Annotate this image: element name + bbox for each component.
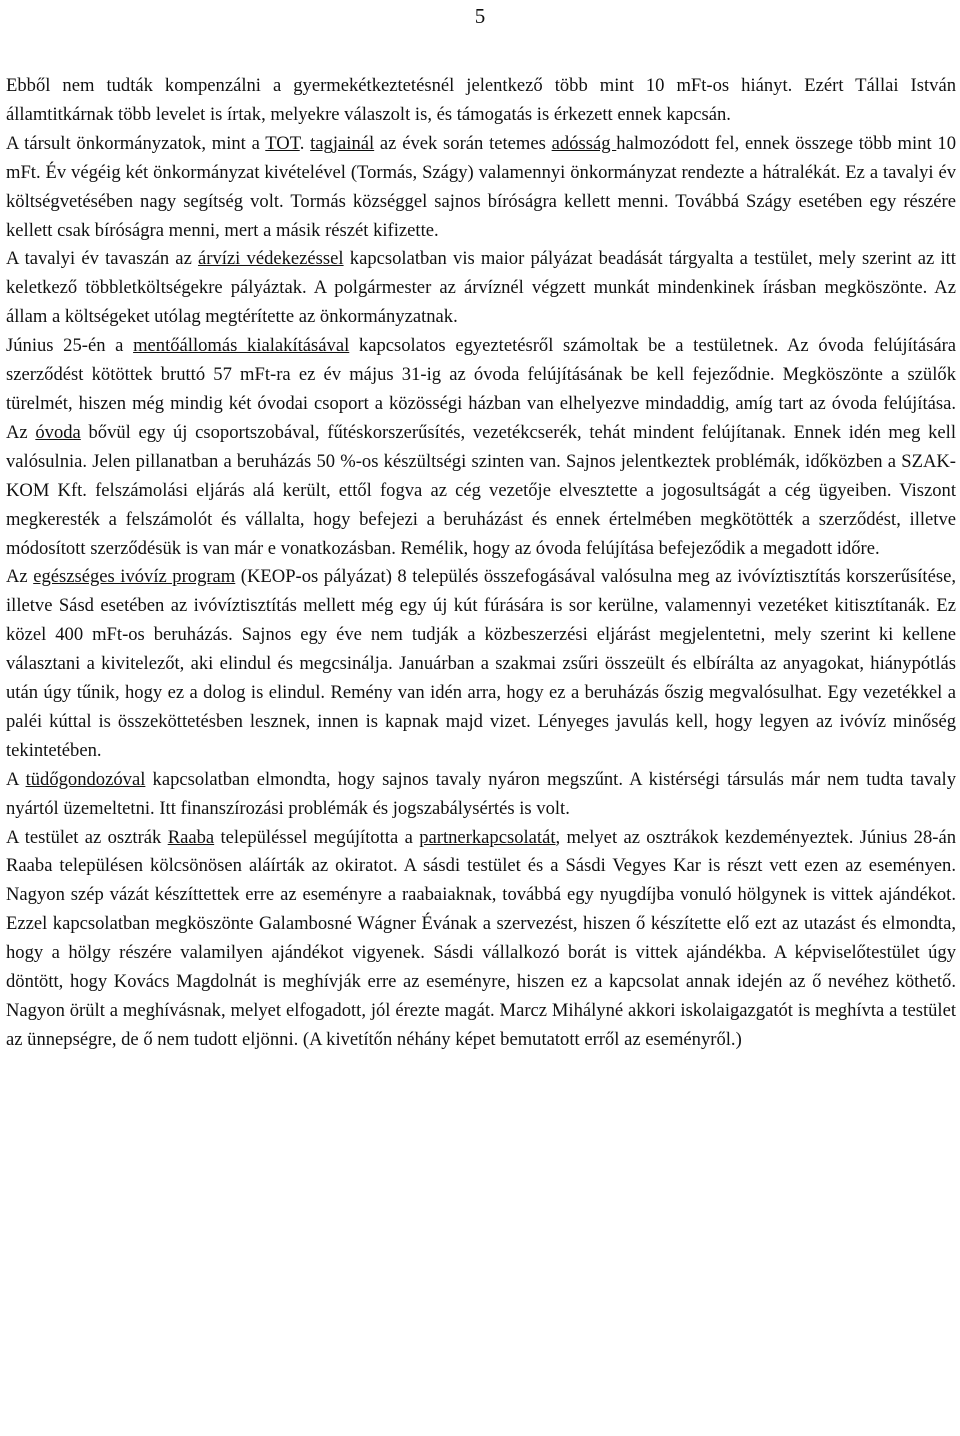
paragraph <box>6 766 956 824</box>
text-run: kapcsolatban vis maior pályázat beadását tárgyalta a testület, mely szerint az itt keletkező többletköltségekre pályáztak. A polgármester az árvíznél végzett munkát mindenkinek írásban megköszönte. Az állam a költségeket utólag megtérítette az önkormányzatnak. <box>6 248 956 328</box>
underlined-term: tüdőgondozóval <box>25 768 146 790</box>
text-run: kapcsolatos egyeztetésről számoltak be a testületnek. Az óvoda felújítására szerződést kötöttek bruttó 57 mFt-ra ez év május 31-ig az óvoda felújításának be kell fejeződnie. Megköszönte a szülők türelmét, hiszen még mindig két óvodai csoport a közösségi házban van elhelyezve mindaddig, amíg tart az óvoda felújítása. Az <box>6 335 957 443</box>
underlined-term: tagjainál <box>310 132 375 154</box>
underlined-term: adósság <box>551 132 617 154</box>
text-run: az évek során tetemes <box>374 132 552 154</box>
underlined-term: egészséges ivóvíz program <box>33 566 236 588</box>
paragraph <box>6 563 956 765</box>
paragraph <box>6 245 956 332</box>
paragraph <box>6 130 956 246</box>
page-number: 5 <box>474 4 486 28</box>
underlined-term: TOT <box>265 132 300 154</box>
document-body <box>6 72 956 1055</box>
paragraph <box>6 824 956 1055</box>
underlined-term: partnerkapcsolatát <box>419 826 556 848</box>
text-run: kapcsolatban elmondta, hogy sajnos tavaly nyáron megszűnt. A kistérségi társulás már nem tudta tavaly nyártól üzemeltetni. Itt finanszírozási problémák és jogszabálysértés is volt. <box>6 768 956 819</box>
text-run: bővül egy új csoportszobával, fűtéskorszerűsítés, vezetékcserék, tehát mindent felújítanak. Ennek idén meg kell valósulnia. Jelen pillanatban a beruházás 50 %-os készültségi szinten van. Sajnos jelentkeztek problémák, időközben a SZAK-KOM Kft. felszámolási eljárás alá került, ettől fogva az cég vezetője elvesztette a jogosultságát a cég ügyeiben. Viszont megkeresték a felszámolót és vállalta, hogy befejezi a beruházást és ennek értelmében megkötötték a szerződést, illetve módosított szerződésük is van már e vonatkozásban. Remélik, hogy az óvoda felújítása befejeződik a megadott időre. <box>6 421 956 559</box>
text-run: Az <box>6 566 34 588</box>
text-run: Ebből nem tudták kompenzálni a gyermekétkeztetésnél jelentkező több mint 10 mFt-os hiányt. Ezért Tállai István államtitkárnak több levelet is írtak, melyekre válaszolt is, és támogatás is érkezett ennek kapcsán. <box>6 75 956 125</box>
text-run: . <box>299 132 311 154</box>
underlined-term: árvízi védekezéssel <box>198 248 344 270</box>
text-run: halmozódott fel, ennek összege több mint 10 mFt. Év végéig két önkormányzat kivételével (Tormás, Szágy) valamennyi önkormányzat rendezte a hátralékát. Ez a tavalyi év költségvetésében nagy segítség volt. Tormás községgel sajnos bíróságra kellett menni. Továbbá Szágy esetében egy részére kellett csak bíróságra menni, mert a másik részét kifizette. <box>6 132 957 241</box>
paragraph <box>6 72 956 130</box>
text-run: A testület az osztrák <box>6 826 168 848</box>
text-run: Június 25-én a <box>6 335 134 357</box>
underlined-term: Raaba <box>167 826 215 848</box>
text-run: A társult önkormányzatok, mint a <box>6 132 266 154</box>
paragraph <box>6 332 956 563</box>
text-run: , melyet az osztrákok kezdeményeztek. Június 28-án Raaba településen kölcsönösen aláírták az okiratot. A sásdi testület és a Sásdi Vegyes Kar is részt vett ezen az eseményen. Nagyon szép vázát készíttettek erre az eseményre a raabaiaknak, továbbá egy nyugdíjba vonuló hölgynek is vittek ajándékot. Ezzel kapcsolatban megköszönte Galambosné Wágner Évának a szervezést, hiszen ő készítette elő ezt az utazást és elmondta, hogy a hölgy részére valamilyen ajándékot vigyenek. Sásdi vállalkozó borát is vittek ajándékba. A képviselőtestület úgy döntött, hogy Kovács Magdolnát is meghívják erre az eseményre, hiszen ez a kapcsolat annak idején az ő nevéhez köthető. Nagyon örült a meghívásnak, melyet elfogadott, jól érezte magát. Marcz Mihályné akkori iskolaigazgatót is meghívta a testület az ünnepségre, de ő nem tudott eljönni. (A kivetítőn néhány képet bemutatott erről az eseményről.) <box>6 826 957 1050</box>
text-run: településsel megújította a <box>214 826 420 848</box>
underlined-term: mentőállomás kialakításával <box>133 335 350 357</box>
text-run: A <box>6 768 26 790</box>
underlined-term: óvoda <box>35 421 81 443</box>
text-run: (KEOP-os pályázat) 8 település összefogásával valósulna meg az ivóvíztisztítás korszerűsítése, illetve Sásd esetében az ivóvíztisztítás mellett még egy új kút fúrására is sor kerülne, valamennyi vezetéket kitisztítanák. Ez közel 400 mFt-os beruházás. Sajnos egy éve nem tudják a közbeszerzési eljárást megjelentetni, mely szerint ki kellene választani a kivitelezőt, aki elindul és megcsinálja. Januárban a szakmai zsűri összeült és elbírálta az anyagokat, hiánypótlás után úgy tűnik, hogy ez a dolog is elindul. Remény van idén arra, hogy ez a beruházás őszig megvalósulhat. Egy vezetékkel a paléi kúttal is összeköttetésben lesznek, innen is kapnak majd vizet. Lényeges javulás kell, hogy legyen az ivóvíz minőség tekintetében. <box>6 566 956 761</box>
text-run: A tavalyi év tavaszán az <box>6 248 199 270</box>
